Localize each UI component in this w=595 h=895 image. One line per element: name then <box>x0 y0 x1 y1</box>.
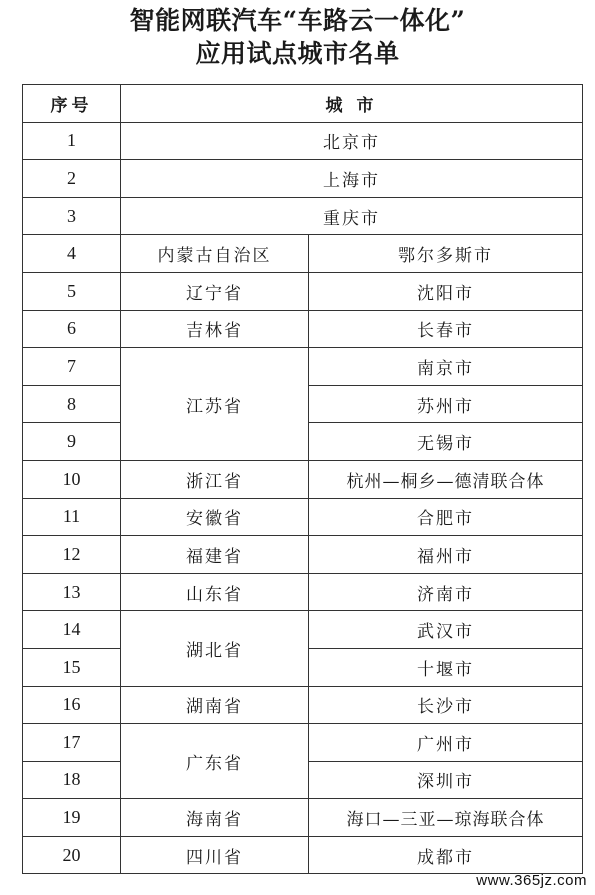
document-title-line-2: 应用试点城市名单 <box>195 39 400 68</box>
table-row <box>23 160 583 198</box>
header-index: 序号 <box>23 85 121 123</box>
city-cell: 海口—三亚—琼海联合体 <box>309 799 583 837</box>
row-number: 4 <box>23 235 121 273</box>
province-cell: 湖北省 <box>121 611 309 686</box>
city-cell: 合肥市 <box>309 498 583 536</box>
row-number: 7 <box>23 348 121 386</box>
province-cell: 四川省 <box>121 836 309 874</box>
table-row <box>23 348 583 386</box>
city-cell: 济南市 <box>309 573 583 611</box>
row-number: 1 <box>23 122 121 160</box>
table-row <box>23 836 583 874</box>
row-number: 12 <box>23 536 121 574</box>
table-row <box>23 536 583 574</box>
table-row <box>23 611 583 649</box>
province-cell: 内蒙古自治区 <box>121 235 309 273</box>
row-number: 11 <box>23 498 121 536</box>
city-cell: 沈阳市 <box>309 272 583 310</box>
province-cell: 福建省 <box>121 536 309 574</box>
table-row <box>23 272 583 310</box>
row-number: 13 <box>23 573 121 611</box>
row-number: 17 <box>23 724 121 762</box>
table-row <box>23 799 583 837</box>
city-cell: 长春市 <box>309 310 583 348</box>
row-number: 19 <box>23 799 121 837</box>
city-cell: 广州市 <box>309 724 583 762</box>
city-cell: 成都市 <box>309 836 583 874</box>
city-cell: 北京市 <box>121 122 583 160</box>
row-number: 3 <box>23 197 121 235</box>
city-cell: 深圳市 <box>309 761 583 799</box>
city-cell: 福州市 <box>309 536 583 574</box>
city-cell: 重庆市 <box>121 197 583 235</box>
city-cell: 无锡市 <box>309 423 583 461</box>
site-watermark: www.365jz.com <box>476 872 587 889</box>
city-cell: 长沙市 <box>309 686 583 724</box>
province-cell: 江苏省 <box>121 348 309 461</box>
row-number: 16 <box>23 686 121 724</box>
row-number: 15 <box>23 648 121 686</box>
row-number: 5 <box>23 272 121 310</box>
table-row <box>23 460 583 498</box>
row-number: 14 <box>23 611 121 649</box>
city-cell: 南京市 <box>309 348 583 386</box>
table-row <box>23 573 583 611</box>
row-number: 2 <box>23 160 121 198</box>
document-title-line-1: 智能网联汽车“车路云一体化” <box>129 6 466 35</box>
city-cell: 杭州—桐乡—德清联合体 <box>309 460 583 498</box>
pilot-cities-table <box>22 84 583 874</box>
table-row <box>23 197 583 235</box>
province-cell: 吉林省 <box>121 310 309 348</box>
table-row <box>23 686 583 724</box>
province-cell: 安徽省 <box>121 498 309 536</box>
province-cell: 辽宁省 <box>121 272 309 310</box>
row-number: 8 <box>23 385 121 423</box>
table-row <box>23 122 583 160</box>
header-city: 城 市 <box>121 85 583 123</box>
city-cell: 鄂尔多斯市 <box>309 235 583 273</box>
province-cell: 湖南省 <box>121 686 309 724</box>
row-number: 10 <box>23 460 121 498</box>
row-number: 6 <box>23 310 121 348</box>
table-row <box>23 724 583 762</box>
city-cell: 上海市 <box>121 160 583 198</box>
city-cell: 苏州市 <box>309 385 583 423</box>
city-cell: 武汉市 <box>309 611 583 649</box>
table-row <box>23 310 583 348</box>
row-number: 18 <box>23 761 121 799</box>
table-row <box>23 498 583 536</box>
province-cell: 海南省 <box>121 799 309 837</box>
row-number: 20 <box>23 836 121 874</box>
row-number: 9 <box>23 423 121 461</box>
city-cell: 十堰市 <box>309 648 583 686</box>
table-row <box>23 235 583 273</box>
province-cell: 广东省 <box>121 724 309 799</box>
table-header-row <box>23 85 583 123</box>
province-cell: 浙江省 <box>121 460 309 498</box>
province-cell: 山东省 <box>121 573 309 611</box>
